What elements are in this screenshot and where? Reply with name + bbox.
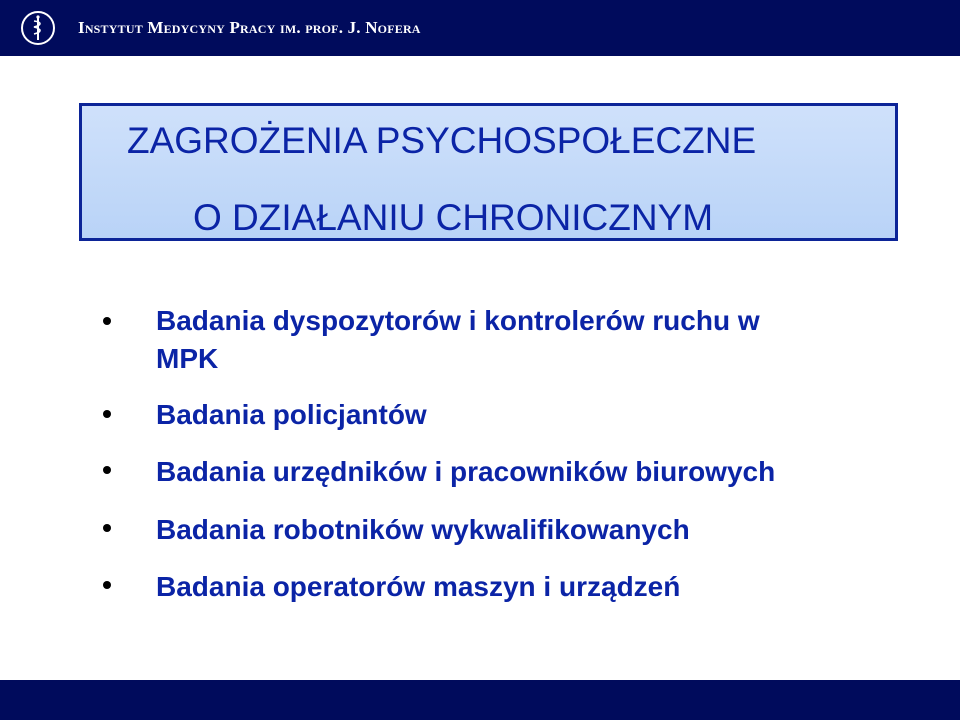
- title-box: [79, 103, 898, 241]
- bullet-dot: [103, 466, 111, 474]
- footer-bar: [0, 680, 960, 720]
- title-line-2: O DZIAŁANIU CHRONICZNYM: [193, 197, 714, 238]
- bullet-dot: [103, 410, 111, 418]
- bullet-dot: [103, 581, 111, 589]
- caduceus-icon: [20, 10, 56, 46]
- bullet-dot: [103, 317, 111, 325]
- bullet-text: Badania policjantów: [156, 399, 427, 430]
- bullet-text-continuation: MPK: [156, 343, 219, 374]
- title-line-1: ZAGROŻENIA PSYCHOSPOŁECZNE: [127, 120, 757, 161]
- header-bar: [0, 0, 960, 56]
- institute-name: Instytut Medycyny Pracy im. prof. J. Nofera: [78, 18, 421, 37]
- bullet-text: Badania operatorów maszyn i urządzeń: [156, 571, 681, 602]
- bullet-text: Badania dyspozytorów i kontrolerów ruchu w: [156, 305, 760, 336]
- bullet-text: Badania robotników wykwalifikowanych: [156, 514, 690, 545]
- bullet-text: Badania urzędników i pracowników biurowych: [156, 456, 776, 487]
- bullet-dot: [103, 524, 111, 532]
